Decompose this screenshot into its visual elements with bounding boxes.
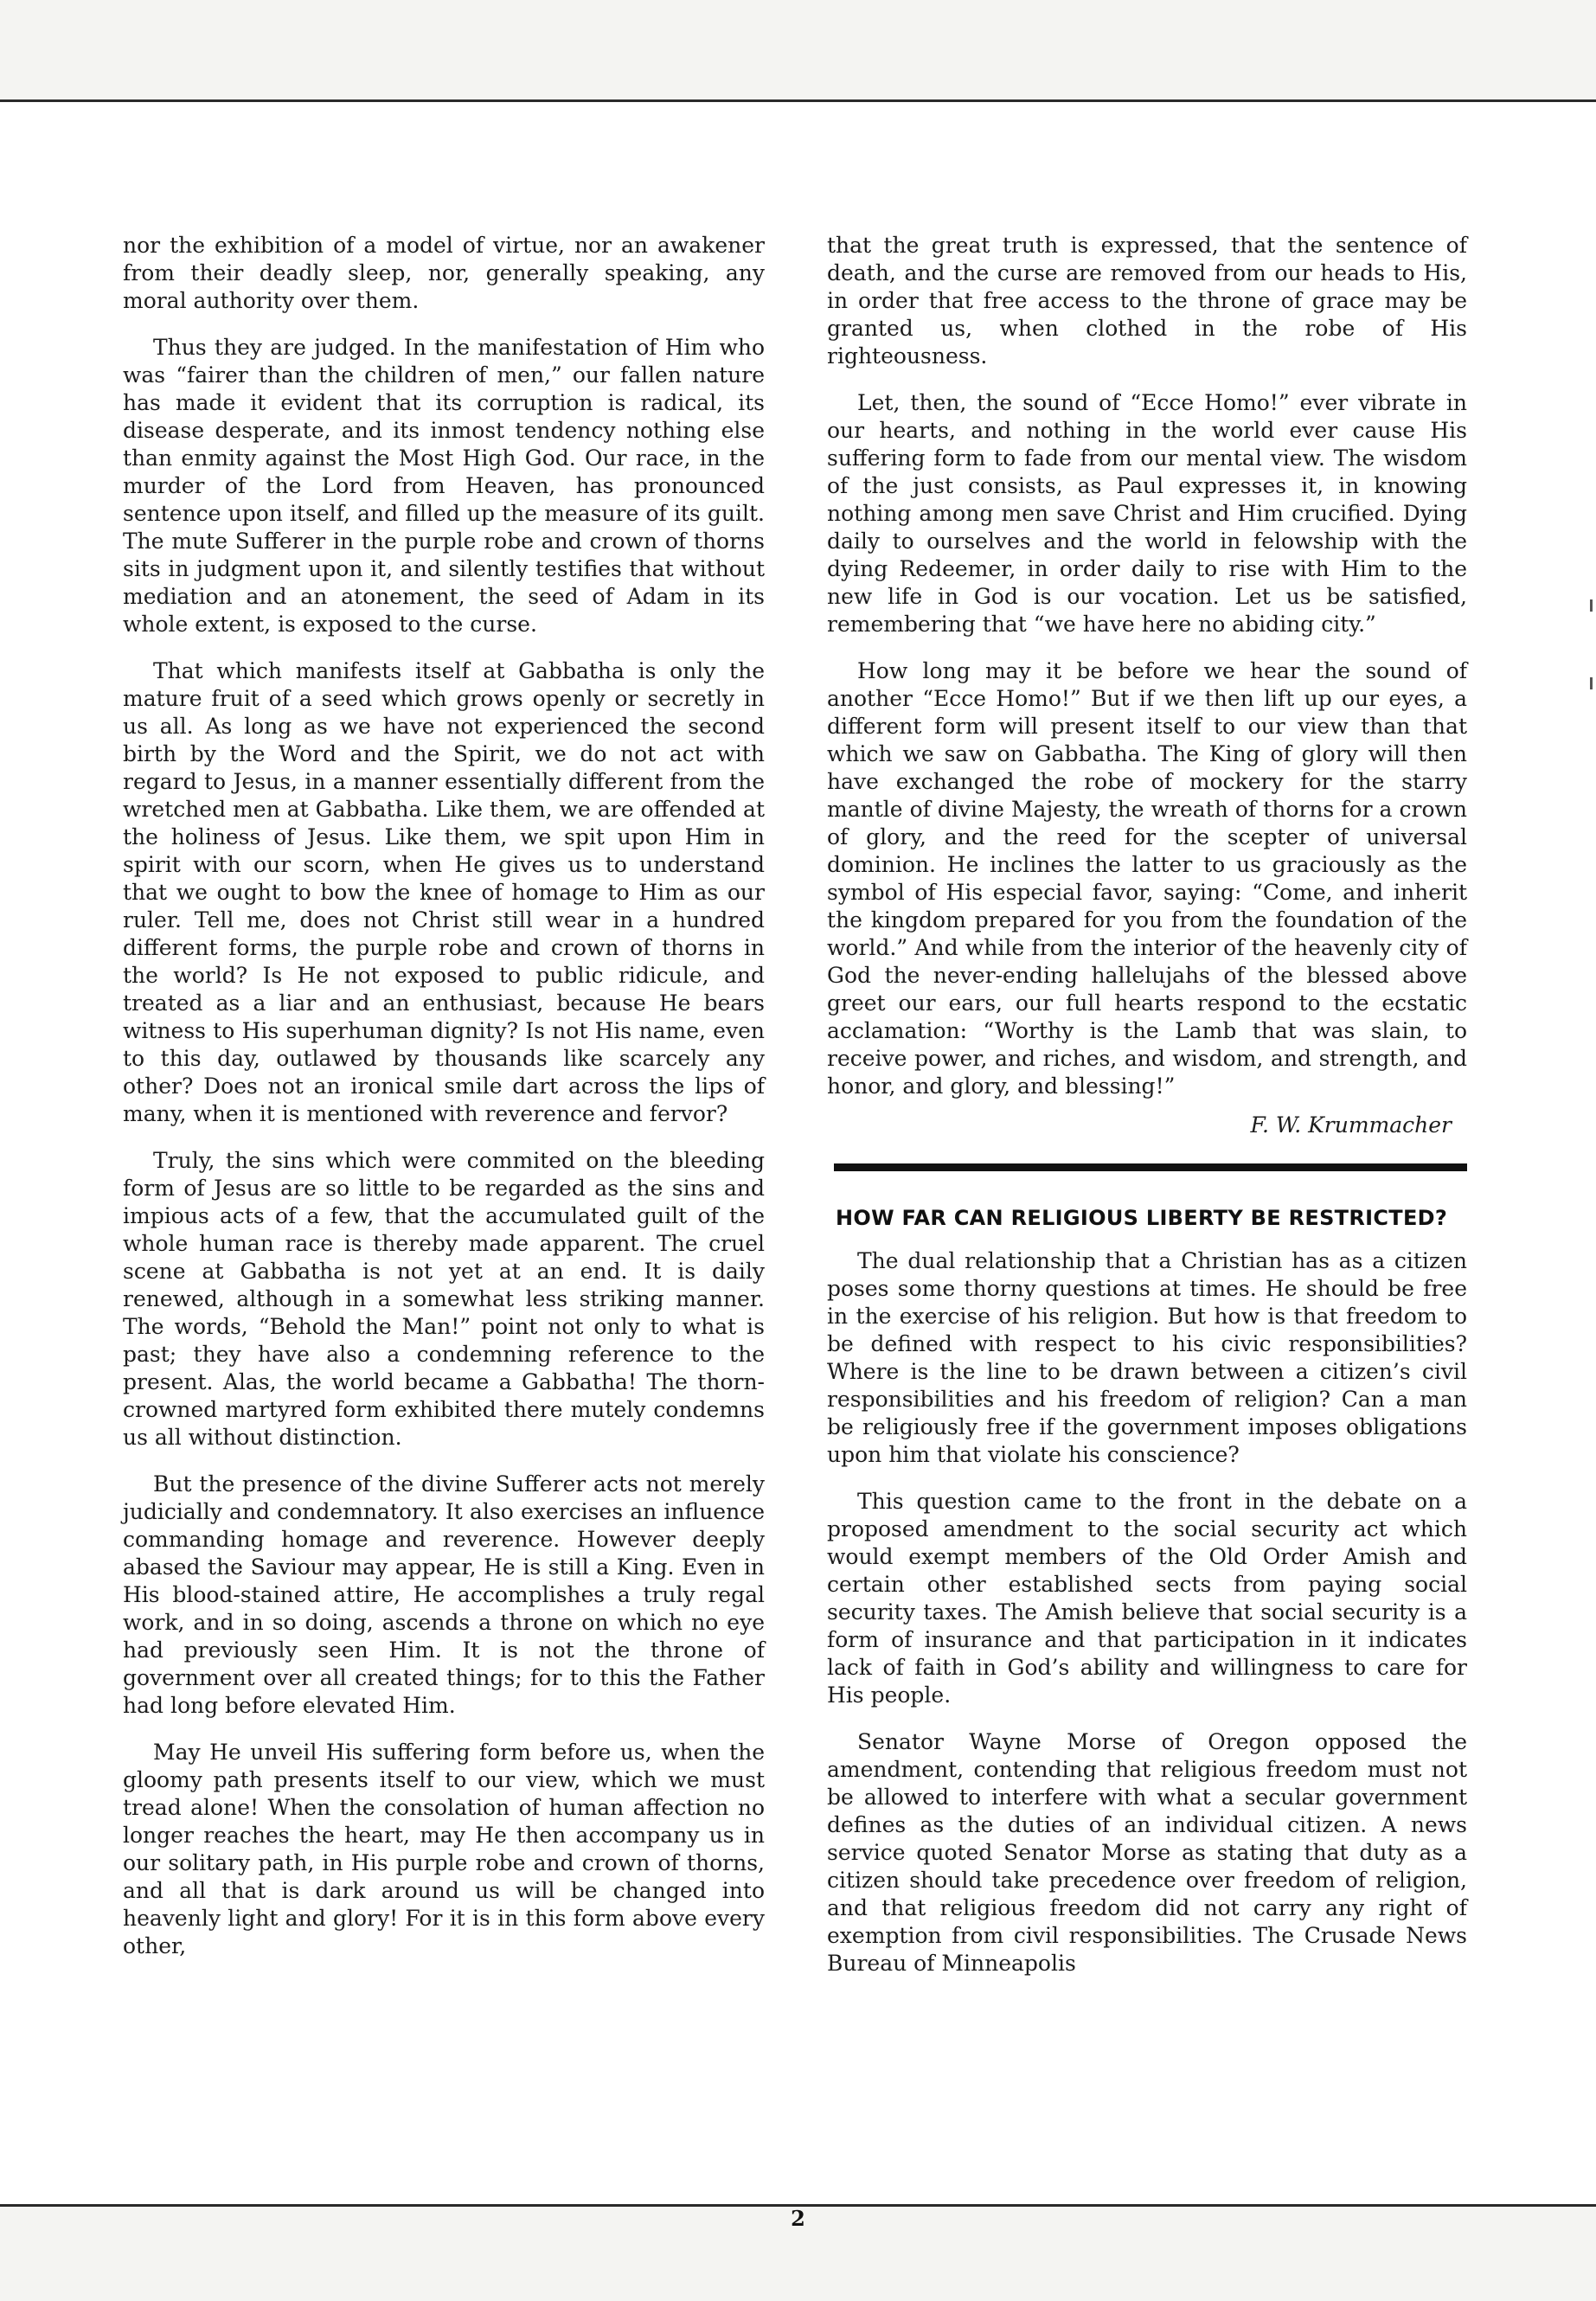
body-paragraph: May He unveil His suffering form before us, when the gloomy path presents itself to our view, which we must tread alone! When the consolation of human affection no longer reaches the heart, may He then accompany us in our solitary path, in His purple robe and crown of thorns, and all that is dark around us will be changed into heavenly light and glory! For it is in this form above every other,: [123, 1740, 765, 1958]
article-paragraph: Senator Wayne Morse of Oregon opposed the amendment, contending that religious freedom must not be allowed to interfere with what a secular government defines as the duties of an individual citizen. A news service quoted Senator Morse as stating that duty as a citizen should take precedence over freedom of religion, and that religious freedom did not carry any right of exemption from civil responsibilities. The Crusade News Bureau of Minneapolis: [827, 1729, 1467, 1976]
body-paragraph: that the great truth is expressed, that the sentence of death, and the curse are removed from our heads to His, in order that free access to the throne of grace may be granted us, when clothed in the robe of His righteousness.: [827, 233, 1467, 369]
body-paragraph: Truly, the sins which were commited on the bleeding form of Jesus are so little to be regarded as the sins and impious acts of a few, that the accumulated guilt of the whole human race is thereby made apparent. The cruel scene at Gabbatha is not yet at an end. It is daily renewed, although in a somewhat less striking manner. The words, “Behold the Man!” point not only to what is past; they have also a condemning reference to the present. Alas, the world became a Gabbatha! The thorn-crowned martyred form exhibited there mutely condemns us all without distinction.: [123, 1148, 765, 1450]
body-paragraph: But the presence of the divine Sufferer acts not merely judicially and condemnatory. It also exercises an influence commanding homage and reverence. However deeply abased the Saviour may appear, He is still a King. Even in His blood-stained attire, He accomplishes a truly regal work, and in so doing, ascends a throne on which no eye had previously seen Him. It is not the throne of government over all created things; for to this the Father had long before elevated Him.: [123, 1471, 765, 1718]
left-column: [123, 232, 765, 1979]
body-paragraph: Let, then, the sound of “Ecce Homo!” ever vibrate in our hearts, and nothing in the world ever cause His suffering form to fade from our mental view. The wisdom of the just consists, as Paul expresses it, in knowing nothing among men save Christ and Him crucified. Dying daily to ourselves and the world in felowship with the dying Redeemer, in order daily to rise with Him to the new life in God is our vocation. Let us be satisfied, remembering that “we have here no abiding city.”: [827, 390, 1467, 637]
right-column: [827, 232, 1467, 1997]
section-divider: [834, 1163, 1467, 1171]
author-signature: F. W. Krummacher: [1250, 1112, 1452, 1138]
scan-edge-mark: [1590, 677, 1593, 689]
document-page: [0, 99, 1596, 2231]
body-paragraph: Thus they are judged. In the manifestation of Him who was “fairer than the children of men,” our fallen nature has made it evident that its corruption is radical, its disease desperate, and its inmost tendency nothing else than enmity against the Most High God. Our race, in the murder of the Lord from Heaven, has pronounced sentence upon itself, and filled up the measure of its guilt. The mute Sufferer in the purple robe and crown of thorns sits in judgment upon it, and silently testifies that without mediation and an atonement, the seed of Adam in its whole extent, is exposed to the curse.: [123, 335, 765, 637]
page-number: 2: [791, 2206, 805, 2231]
body-paragraph: How long may it be before we hear the sound of another “Ecce Homo!” But if we then lift up our eyes, a different form will present itself to our view than that which we saw on Gabbatha. The King of glory will then have exchanged the robe of mockery for the starry mantle of divine Majesty, the wreath of thorns for a crown of glory, and the reed for the scepter of universal dominion. He inclines the latter to us graciously as the symbol of His especial favor, saying: “Come, and inherit the kingdom prepared for you from the foundation of the world.” And while from the interior of the heavenly city of God the never-ending hallelujahs of the blessed above greet our ears, our full hearts respond to the ecstatic acclamation: “Worthy is the Lamb that was slain, to receive power, and riches, and wisdom, and strength, and honor, and glory, and blessing!”: [827, 658, 1467, 1099]
article-paragraph: This question came to the front in the debate on a proposed amendment to the social security act which would exempt members of the Old Order Amish and certain other established sects from paying social security taxes. The Amish believe that social security is a form of insurance and that participation in it indicates lack of faith in God’s ability and willingness to care for His people.: [827, 1489, 1467, 1708]
body-paragraph: nor the exhibition of a model of virtue, nor an awakener from their deadly sleep, nor, generally speaking, any moral authority over them.: [123, 233, 765, 313]
scan-edge-mark: [1590, 599, 1593, 612]
article-paragraph: The dual relationship that a Christian has as a citizen poses some thorny questions at times. He should be free in the exercise of his religion. But how is that freedom to be defined with respect to his civic responsibilities? Where is the line to be drawn between a citizen’s civil responsibilities and his freedom of religion? Can a man be religiously free if the government imposes obligations upon him that violate his conscience?: [827, 1248, 1467, 1467]
body-paragraph: That which manifests itself at Gabbatha is only the mature fruit of a seed which grows openly or secretly in us all. As long as we have not experienced the second birth by the Word and the Spirit, we do not act with regard to Jesus, in a manner essentially different from the wretched men at Gabbatha. Like them, we are offended at the holiness of Jesus. Like them, we spit upon Him in spirit with our scorn, when He gives us to understand that we ought to bow the knee of homage to Him as our ruler. Tell me, does not Christ still wear in a hundred different forms, the purple robe and crown of thorns in the world? Is He not exposed to public ridicule, and treated as a liar and an enthusiast, because He bears witness to His superhuman dignity? Is not His name, even to this day, outlawed by thousands like scarcely any other? Does not an ironical smile dart across the lips of many, when it is mentioned with reverence and fervor?: [123, 658, 765, 1126]
article-headline: HOW FAR CAN RELIGIOUS LIBERTY BE RESTRICTED?: [836, 1206, 1448, 1230]
